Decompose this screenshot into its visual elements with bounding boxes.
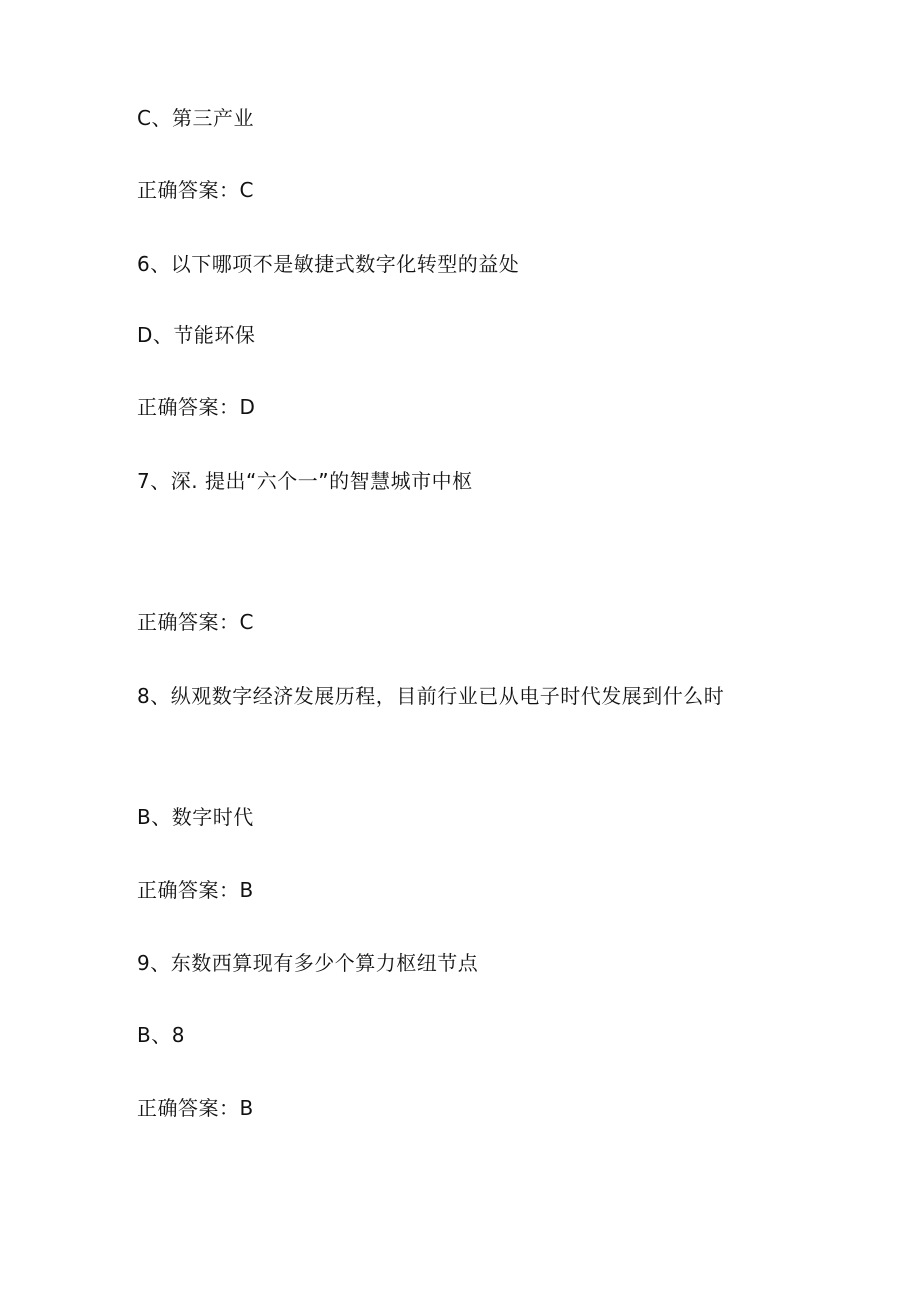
option-c: C、第三产业 (137, 106, 254, 130)
answer-line: 正确答案：D (137, 395, 256, 419)
answer-line: 正确答案：B (137, 878, 254, 902)
option-d: D、节能环保 (137, 323, 256, 347)
answer-line: 正确答案：C (137, 610, 254, 634)
option-b: B、8 (137, 1023, 185, 1047)
question-6: 6、以下哪项不是敏捷式数字化转型的益处 (137, 252, 520, 276)
question-7: 7、深. 提出“六个一”的智慧城市中枢 (137, 469, 473, 493)
option-b: B、数字时代 (137, 805, 254, 829)
question-8: 8、纵观数字经济发展历程，目前行业已从电子时代发展到什么时 (137, 684, 725, 708)
answer-line: 正确答案：C (137, 178, 254, 202)
question-9: 9、东数西算现有多少个算力枢纽节点 (137, 951, 479, 975)
answer-line: 正确答案：B (137, 1096, 254, 1120)
